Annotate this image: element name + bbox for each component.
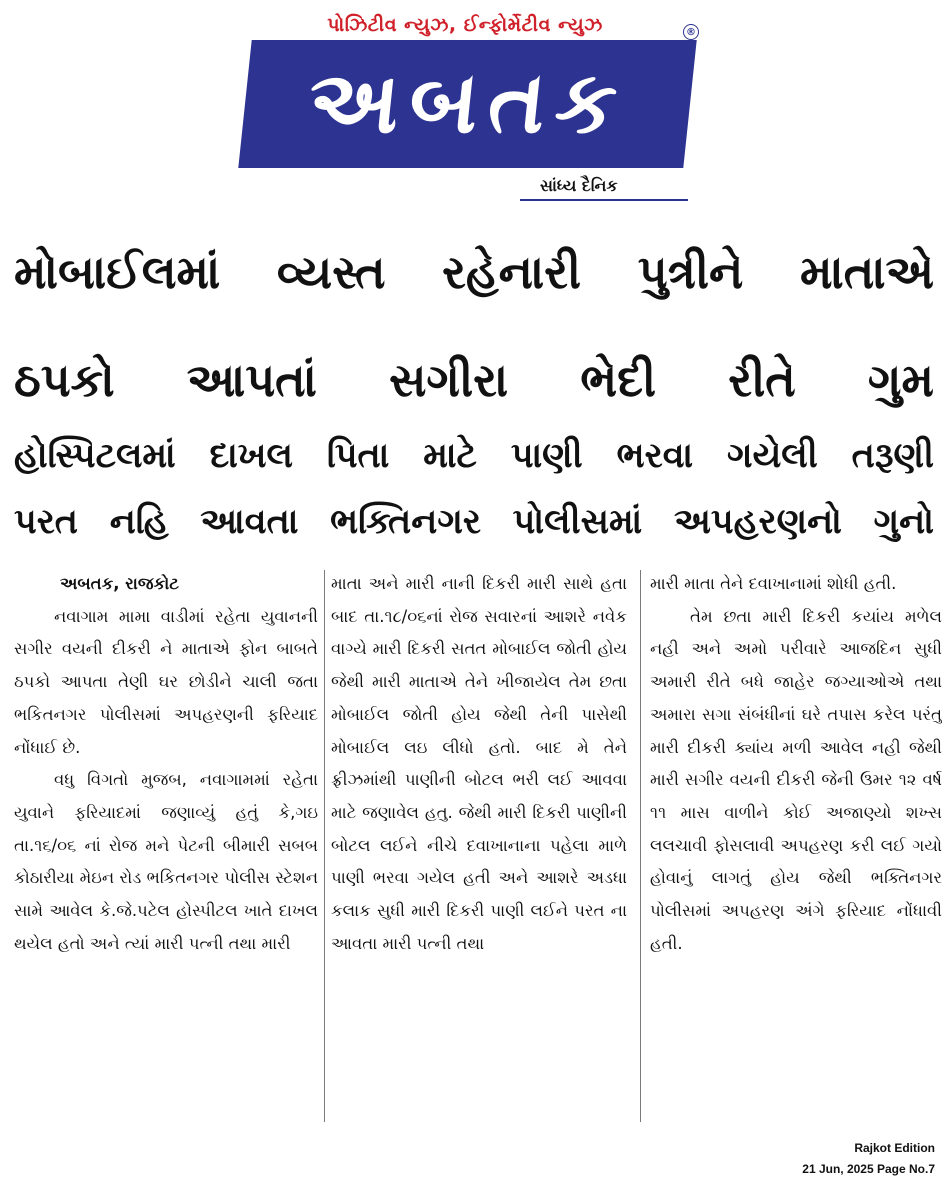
headline-line-2: ઠપકો આપતાં સગીરા ભેદી રીતે ગુમ (14, 353, 934, 407)
article-paragraph: માતા અને મારી નાની દિકરી મારી સાથે હતા બાદ તા.૧૮/૦૬નાં રોજ સવારનાં આશરે નવેક વાગ્યે મારી દિકરી સતત મોબાઈલ જોતી હોય જેથી મારી માતાએ તેને ખીજાયેલ તેમ છતા મોબાઈલ જોતી હોય જેથી તેની પાસેથી મોબાઈલ લઇ લીધો હતો. બાદ મે તેને ફ્રીઝમાંથી પાણીની બોટલ ભરી લઈ આવવા માટે જણાવેલ હતુ. જેથી મારી દિકરી પાણીની બોટલ લઈને નીચે દવાખાનાના પહેલા માળે પાણી ભરવા ગયેલ હતી અને આશરે અડધા કલાક સુધી મારી દિકરી પાણી લઈને પરત ના આવતા મારી પત્ની તથા (331, 574, 627, 953)
article-dateline: અબતક, રાજકોટ (60, 574, 179, 593)
column-divider (640, 570, 641, 1122)
article-paragraph: તેમ છતા મારી દિકરી કયાંય મળેલ નહી અને અમો પરીવારે આજદિન સુધી અમારી રીતે બધે જાહેર જગ્યાઓએ તથા અમારા સગા સંબંધીનાં ઘરે તપાસ કરેલ પરંતુ મારી દીકરી ક્યાંય મળી આવેલ નહી જેથી મારી સગીર વયની દીકરી જેની ઉમર ૧૨ વર્ષ ૧૧ માસ વાળીને કોઈ અજાણ્યો શખ્સ લલચાવી ફોસલાવી અપહરણ કરી લઈ ગયો હોવાનું લાગતું હોય જેથી ભક્તિનગર પોલીસમાં અપહરણ અંગે ફરિયાદ નોંધાવી હતી. (650, 606, 942, 953)
column-divider (324, 570, 325, 1122)
article-paragraph: મારી માતા તેને દવાખાનામાં શોધી હતી. (650, 574, 897, 593)
article-column-3 (650, 568, 942, 1128)
article-column-2 (331, 568, 627, 1128)
footer-edition: Rajkot Edition (854, 1141, 935, 1155)
masthead (0, 0, 945, 210)
article-paragraph: વધુ વિગતો મુજબ, નવાગામમાં રહેતા યુવાને ફરિયાદમાં જણાવ્યું હતું કે,ગઇ તા.૧૬/૦૬ નાં રોજ મને પેટની બીમારી સબબ કોઠારીયા મેઇન રોડ ભકિતનગર પોલીસ સ્ટેશન સામે આવેલ કે.જે.પટેલ હોસ્પીટલ ખાતે દાખલ થયેલ હતો અને ત્યાં મારી પત્ની તથા મારી (14, 770, 318, 953)
article-paragraph: નવાગામ મામા વાડીમાં રહેતા યુવાનની સગીર વયની દીકરી ને માતાએ ફોન બાબતે ઠપકો આપતા તેણી ઘર છોડીને ચાલી જતા ભકિતનગર પોલીસમાં અપહરણની ફરિયાદ નોંધાઈ છે. (14, 606, 318, 757)
footer-date-page: 21 Jun, 2025 Page No.7 (802, 1162, 935, 1176)
headline-line-1: મોબાઈલમાં વ્યસ્ત રહેનારી પુત્રીને માતાએ (14, 245, 934, 299)
article-column-1 (14, 568, 318, 1128)
edition-tag: સાંધ્ય દૈનિક (540, 176, 618, 195)
masthead-tagline: પોઝિટીવ ન્યુઝ, ઈન્ફોર્મેટીવ ન્યુઝ (327, 14, 603, 36)
subheadline-line-1: હોસ્પિટલમાં દાખલ પિતા માટે પાણી ભરવા ગયેલી તરૂણી (14, 436, 934, 476)
subheadline-line-2: પરત નહિ આવતા ભક્તિનગર પોલીસમાં અપહરણનો ગુનો (14, 502, 934, 542)
masthead-rule (520, 199, 688, 201)
registered-mark-icon: ® (683, 24, 699, 40)
newspaper-logo: અબતક (238, 40, 696, 168)
